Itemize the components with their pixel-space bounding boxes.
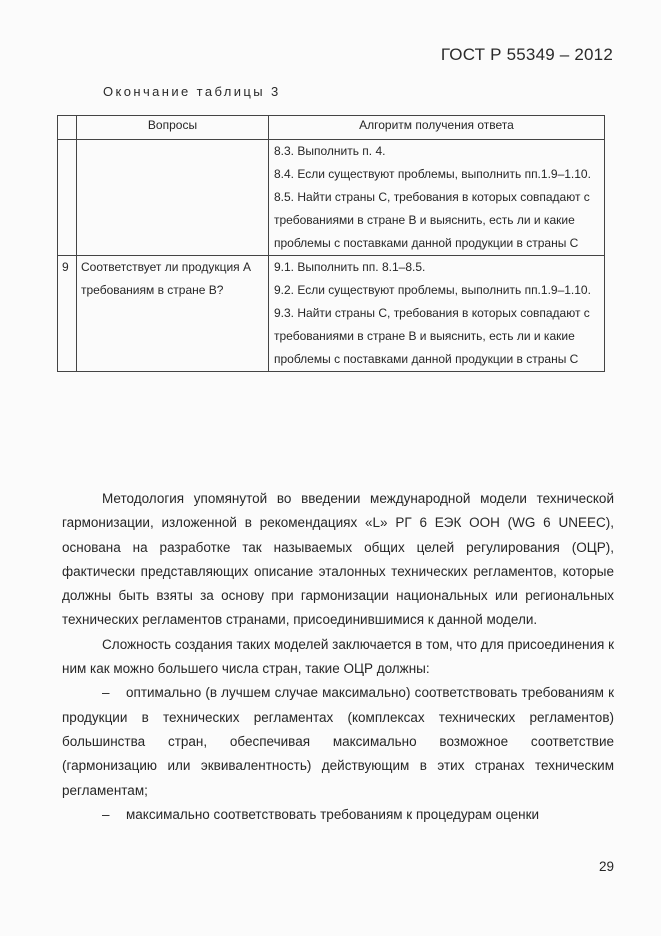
column-header-algorithm: Алгоритм получения ответа [269, 116, 605, 140]
row-question: Соответствует ли продукция А требованиям в стране В? [77, 256, 269, 372]
algorithm-step: 9.3. Найти страны С, требования в которых совпадают с требованиями в стране В и выяснить, есть ли и какие проблемы с поставками данной продукции в страны С [274, 306, 590, 366]
document-code: ГОСТ Р 55349 – 2012 [440, 45, 613, 64]
column-header-number [58, 116, 77, 140]
table-3 [57, 115, 605, 372]
dash-list-item [62, 681, 614, 802]
row-algorithm [269, 140, 605, 256]
row-number: 9 [58, 256, 77, 372]
table-caption: Окончание таблицы 3 [103, 84, 281, 99]
row-number [58, 140, 77, 256]
dash-marker: – [102, 806, 110, 822]
table-header-row [58, 116, 605, 140]
paragraph: Сложность создания таких моделей заключается в том, что для присоединения к ним как можно большего числа стран, такие ОЦР должны: [62, 636, 614, 677]
column-header-questions: Вопросы [77, 116, 269, 140]
dash-item-text: оптимально (в лучшем случае максимально) соответствовать требованиям к продукции в технических регламентах (комплексах технических регламентов) большинства стран, обеспечивая максимально возможное соответствие (гармонизацию или эквивалентность) действующим в этих странах техническим регламентам; [62, 685, 614, 798]
row-question [77, 140, 269, 256]
algorithm-step: 8.4. Если существуют проблемы, выполнить пп.1.9–1.10. [274, 167, 591, 181]
algorithm-step: 8.5. Найти страны С, требования в которых совпадают с требованиями в стране В и выяснить, есть ли и какие проблемы с поставками данной продукции в страны С [274, 190, 590, 250]
table-row [58, 140, 605, 256]
body-text [62, 487, 614, 827]
algorithm-step: 9.1. Выполнить пп. 8.1–8.5. [274, 260, 426, 274]
page-number: 29 [598, 859, 614, 874]
row-algorithm [269, 256, 605, 372]
paragraph: Методология упомянутой во введении международной модели технической гармонизации, изложенной в рекомендациях «L» РГ 6 ЕЭК ООН (WG 6 UNEEC), основана на разработке так называемых общих целей регулирования (ОЦР), фактически представляющих описание эталонных технических регламентов, которые должны быть взяты за основу при гармонизации национальных или региональных технических регламентов странами, присоединившимися к данной модели. [62, 491, 614, 628]
algorithm-step: 8.3. Выполнить п. 4. [274, 144, 386, 158]
table-row [58, 256, 605, 372]
algorithm-step: 9.2. Если существуют проблемы, выполнить пп.1.9–1.10. [274, 283, 591, 297]
dash-list-item [62, 803, 614, 827]
dash-marker: – [102, 685, 110, 701]
dash-item-text: максимально соответствовать требованиям к процедурам оценки [126, 806, 540, 822]
